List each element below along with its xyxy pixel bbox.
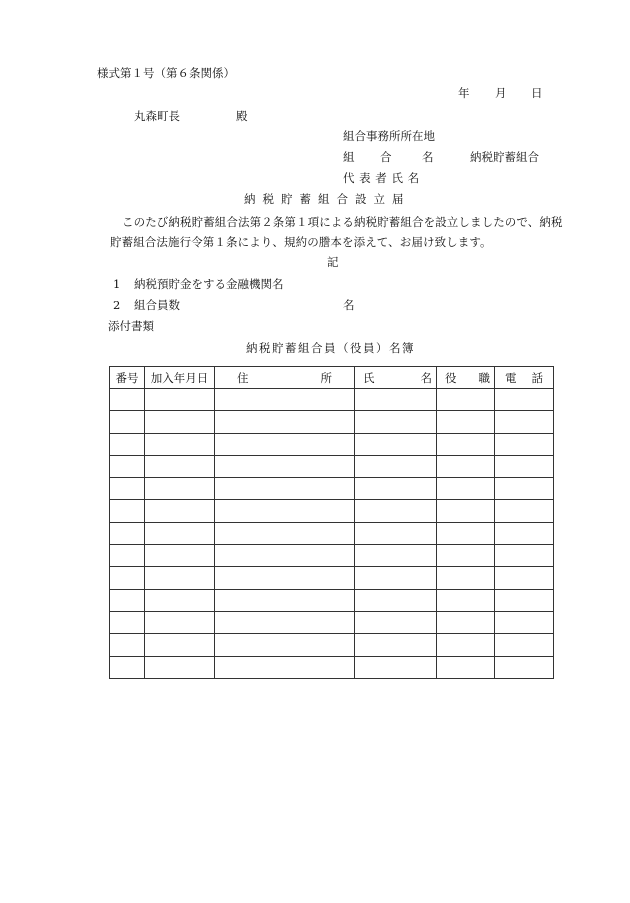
date-day: 日 [531, 86, 543, 100]
table-cell [110, 656, 145, 678]
table-cell [145, 478, 215, 500]
table-cell [215, 433, 355, 455]
table-cell [437, 656, 495, 678]
table-cell [215, 611, 355, 633]
table-cell [437, 433, 495, 455]
table-row [110, 478, 554, 500]
table-cell [110, 389, 145, 411]
table-row [110, 567, 554, 589]
table-cell [437, 567, 495, 589]
table-cell [145, 433, 215, 455]
table-cell [437, 478, 495, 500]
header-name: 氏 名 [355, 367, 437, 389]
table-cell [110, 589, 145, 611]
table-cell [355, 545, 437, 567]
roster-table [109, 366, 554, 679]
table-row [110, 589, 554, 611]
header-phone: 電 話 [495, 367, 554, 389]
table-row [110, 500, 554, 522]
table-cell [355, 522, 437, 544]
date-month: 月 [495, 86, 507, 100]
table-cell [145, 455, 215, 477]
item-1-label: 納税預貯金をする金融機関名 [134, 277, 284, 291]
representative-label: 代 表 者 氏 名 [343, 171, 420, 185]
table-cell [495, 656, 554, 678]
table-cell [110, 545, 145, 567]
table-cell [145, 522, 215, 544]
table-cell [110, 611, 145, 633]
item-1-number: 1 [113, 277, 121, 291]
table-cell [495, 478, 554, 500]
roster-header-row [110, 367, 554, 389]
union-name-label-2: 合 [380, 150, 392, 164]
table-cell [355, 500, 437, 522]
table-cell [437, 634, 495, 656]
table-cell [495, 611, 554, 633]
table-cell [355, 611, 437, 633]
table-cell [145, 500, 215, 522]
ki-label: 記 [327, 255, 339, 269]
table-cell [355, 589, 437, 611]
table-cell [495, 433, 554, 455]
table-cell [145, 567, 215, 589]
item-2-suffix: 名 [343, 298, 355, 312]
table-cell [495, 500, 554, 522]
office-address-label: 組合事務所所在地 [343, 129, 435, 143]
table-cell [215, 589, 355, 611]
table-cell [495, 634, 554, 656]
table-cell [355, 478, 437, 500]
table-cell [495, 522, 554, 544]
table-row [110, 433, 554, 455]
item-2-label: 組合員数 [134, 298, 180, 312]
table-cell [437, 500, 495, 522]
table-cell [110, 500, 145, 522]
roster-body [110, 389, 554, 679]
table-row [110, 411, 554, 433]
header-address: 住 所 [215, 367, 355, 389]
table-row [110, 545, 554, 567]
table-cell [110, 522, 145, 544]
date-year: 年 [458, 86, 470, 100]
table-cell [145, 656, 215, 678]
document-title: 納税貯蓄組合設立届 [244, 192, 411, 206]
table-cell [215, 500, 355, 522]
table-cell [437, 455, 495, 477]
addressee-name: 丸森町長 [134, 109, 180, 123]
table-cell [495, 589, 554, 611]
table-cell [437, 589, 495, 611]
table-cell [145, 545, 215, 567]
table-cell [495, 545, 554, 567]
table-cell [110, 455, 145, 477]
table-cell [215, 389, 355, 411]
table-cell [110, 411, 145, 433]
roster-title: 納税貯蓄組合員（役員）名簿 [246, 341, 415, 355]
table-cell [355, 567, 437, 589]
table-row [110, 656, 554, 678]
table-cell [437, 545, 495, 567]
table-cell [495, 567, 554, 589]
table-cell [355, 634, 437, 656]
table-row [110, 634, 554, 656]
table-cell [355, 389, 437, 411]
table-cell [145, 589, 215, 611]
table-cell [495, 389, 554, 411]
table-cell [355, 411, 437, 433]
table-cell [110, 567, 145, 589]
table-cell [437, 411, 495, 433]
union-name-label-1: 組 [343, 150, 355, 164]
table-cell [355, 656, 437, 678]
body-text: このたび納税貯蓄組合法第２条第１項による納税貯蓄組合を設立しましたので、納税貯蓄組合法施行令第１条により、規約の謄本を添えて、お届け致します。 [110, 215, 563, 249]
item-2-number: 2 [113, 298, 121, 312]
table-row [110, 455, 554, 477]
table-cell [495, 455, 554, 477]
table-cell [215, 567, 355, 589]
union-name-label-3: 名 [422, 150, 434, 164]
table-cell [215, 545, 355, 567]
table-cell [215, 455, 355, 477]
addressee-honorific: 殿 [236, 109, 248, 123]
table-cell [215, 656, 355, 678]
header-position: 役 職 [437, 367, 495, 389]
form-number: 様式第１号（第６条関係） [97, 66, 235, 80]
table-row [110, 611, 554, 633]
table-cell [110, 433, 145, 455]
table-cell [437, 389, 495, 411]
table-cell [215, 478, 355, 500]
table-cell [145, 634, 215, 656]
table-row [110, 389, 554, 411]
table-cell [437, 611, 495, 633]
attachments-label: 添付書類 [108, 319, 154, 333]
table-cell [110, 634, 145, 656]
table-cell [145, 389, 215, 411]
table-cell [215, 522, 355, 544]
header-number: 番号 [110, 367, 145, 389]
table-cell [355, 433, 437, 455]
table-cell [145, 411, 215, 433]
table-cell [437, 522, 495, 544]
table-cell [355, 455, 437, 477]
table-cell [215, 634, 355, 656]
table-cell [215, 411, 355, 433]
union-name-value: 納税貯蓄組合 [470, 150, 539, 164]
table-row [110, 522, 554, 544]
table-cell [495, 411, 554, 433]
table-cell [110, 478, 145, 500]
table-cell [145, 611, 215, 633]
header-join-date: 加入年月日 [145, 367, 215, 389]
